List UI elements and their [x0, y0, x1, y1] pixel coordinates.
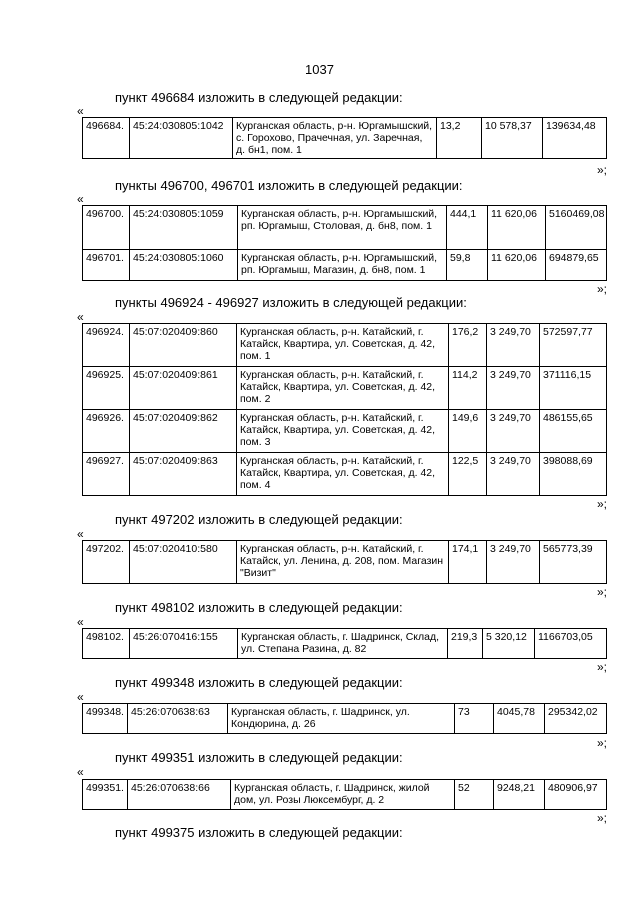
rate: 5 320,12	[483, 629, 535, 659]
row-number: 496684.	[83, 118, 130, 159]
table-row	[83, 324, 607, 367]
address: Курганская область, р-н. Катайский, г. Катайск, ул. Ленина, д. 208, пом. Магазин "Визит"	[237, 541, 449, 584]
record-table	[82, 779, 607, 810]
table-row	[83, 629, 607, 659]
close-quote: »;	[596, 811, 607, 825]
cadastral-number: 45:26:070416:155	[130, 629, 238, 659]
row-number: 496925.	[83, 367, 130, 410]
page-number: 1037	[305, 62, 334, 77]
cadastral-number: 45:07:020409:862	[130, 410, 237, 453]
row-number: 498102.	[83, 629, 130, 659]
record-table	[82, 540, 607, 584]
table-row	[83, 541, 607, 584]
open-quote: «	[77, 310, 84, 324]
open-quote: «	[77, 192, 84, 206]
row-number: 496700.	[83, 206, 130, 250]
close-quote: »;	[596, 660, 607, 674]
cadastral-value: 295342,02	[545, 704, 607, 734]
address: Курганская область, р-н. Юргамышский, рп. Юргамыш, Столовая, д. бн8, пом. 1	[238, 206, 447, 250]
address: Курганская область, р-н. Юргамышский, с. Горохово, Прачечная, ул. Заречная, д. бн1, пом. 1	[233, 118, 437, 159]
cadastral-number: 45:07:020410:580	[130, 541, 237, 584]
area: 219,3	[448, 629, 483, 659]
area: 149,6	[449, 410, 487, 453]
rate: 10 578,37	[482, 118, 543, 159]
rate: 3 249,70	[487, 324, 540, 367]
area: 176,2	[449, 324, 487, 367]
address: Курганская область, г. Шадринск, ул. Кондюрина, д. 26	[228, 704, 455, 734]
cadastral-value: 5160469,08	[546, 206, 607, 250]
open-quote: «	[77, 615, 84, 629]
record-table	[82, 323, 607, 496]
table-row	[83, 704, 607, 734]
table-row	[83, 410, 607, 453]
address: Курганская область, р-н. Юргамышский, рп. Юргамыш, Магазин, д. бн8, пом. 1	[238, 250, 447, 281]
table-row	[83, 780, 607, 810]
cadastral-value: 1166703,05	[535, 629, 607, 659]
record-table	[82, 117, 607, 159]
section-heading: пункт 499351 изложить в следующей редакции:	[115, 750, 403, 765]
rate: 11 620,06	[488, 206, 546, 250]
close-quote: »;	[596, 497, 607, 511]
rate: 4045,78	[494, 704, 545, 734]
close-quote: »;	[596, 736, 607, 750]
rate: 3 249,70	[487, 367, 540, 410]
address: Курганская область, р-н. Катайский, г. Катайск, Квартира, ул. Советская, д. 42, пом. 2	[237, 367, 449, 410]
open-quote: «	[77, 765, 84, 779]
cadastral-number: 45:26:070638:63	[128, 704, 228, 734]
rate: 3 249,70	[487, 410, 540, 453]
cadastral-value: 480906,97	[545, 780, 607, 810]
section-heading: пункт 499375 изложить в следующей редакции:	[115, 825, 403, 840]
address: Курганская область, р-н. Катайский, г. Катайск, Квартира, ул. Советская, д. 42, пом. 1	[237, 324, 449, 367]
row-number: 496701.	[83, 250, 130, 281]
area: 114,2	[449, 367, 487, 410]
cadastral-value: 565773,39	[540, 541, 607, 584]
area: 59,8	[447, 250, 488, 281]
record-table	[82, 205, 607, 281]
rate: 9248,21	[494, 780, 545, 810]
row-number: 499351.	[83, 780, 128, 810]
cadastral-number: 45:26:070638:66	[128, 780, 231, 810]
open-quote: «	[77, 690, 84, 704]
record-table	[82, 628, 607, 659]
rate: 11 620,06	[488, 250, 546, 281]
close-quote: »;	[596, 585, 607, 599]
row-number: 497202.	[83, 541, 130, 584]
rate: 3 249,70	[487, 453, 540, 496]
cadastral-number: 45:24:030805:1042	[130, 118, 233, 159]
row-number: 496924.	[83, 324, 130, 367]
section-heading: пункт 499348 изложить в следующей редакции:	[115, 675, 403, 690]
record-table	[82, 703, 607, 734]
rate: 3 249,70	[487, 541, 540, 584]
address: Курганская область, г. Шадринск, Склад, ул. Степана Разина, д. 82	[238, 629, 448, 659]
area: 122,5	[449, 453, 487, 496]
cadastral-number: 45:07:020409:860	[130, 324, 237, 367]
table-row	[83, 250, 607, 281]
address: Курганская область, р-н. Катайский, г. Катайск, Квартира, ул. Советская, д. 42, пом. 4	[237, 453, 449, 496]
area: 52	[455, 780, 494, 810]
area: 174,1	[449, 541, 487, 584]
section-heading: пункт 498102 изложить в следующей редакции:	[115, 600, 403, 615]
table-row	[83, 206, 607, 250]
table-row	[83, 453, 607, 496]
area: 444,1	[447, 206, 488, 250]
table-row	[83, 118, 607, 159]
address: Курганская область, г. Шадринск, жилой дом, ул. Розы Люксембург, д. 2	[231, 780, 455, 810]
cadastral-number: 45:07:020409:863	[130, 453, 237, 496]
area: 13,2	[437, 118, 482, 159]
row-number: 496926.	[83, 410, 130, 453]
cadastral-number: 45:24:030805:1059	[130, 206, 238, 250]
row-number: 496927.	[83, 453, 130, 496]
cadastral-value: 694879,65	[546, 250, 607, 281]
cadastral-value: 486155,65	[540, 410, 607, 453]
cadastral-number: 45:24:030805:1060	[130, 250, 238, 281]
area: 73	[455, 704, 494, 734]
row-number: 499348.	[83, 704, 128, 734]
cadastral-value: 371116,15	[540, 367, 607, 410]
close-quote: »;	[596, 282, 607, 296]
close-quote: »;	[596, 163, 607, 177]
cadastral-value: 139634,48	[543, 118, 607, 159]
address: Курганская область, р-н. Катайский, г. Катайск, Квартира, ул. Советская, д. 42, пом. 3	[237, 410, 449, 453]
open-quote: «	[77, 527, 84, 541]
table-row	[83, 367, 607, 410]
section-heading: пункты 496924 - 496927 изложить в следующей редакции:	[115, 295, 467, 310]
section-heading: пункт 496684 изложить в следующей редакции:	[115, 90, 403, 105]
cadastral-value: 398088,69	[540, 453, 607, 496]
section-heading: пункт 497202 изложить в следующей редакции:	[115, 512, 403, 527]
open-quote: «	[77, 104, 84, 118]
cadastral-number: 45:07:020409:861	[130, 367, 237, 410]
section-heading: пункты 496700, 496701 изложить в следующей редакции:	[115, 178, 463, 193]
cadastral-value: 572597,77	[540, 324, 607, 367]
